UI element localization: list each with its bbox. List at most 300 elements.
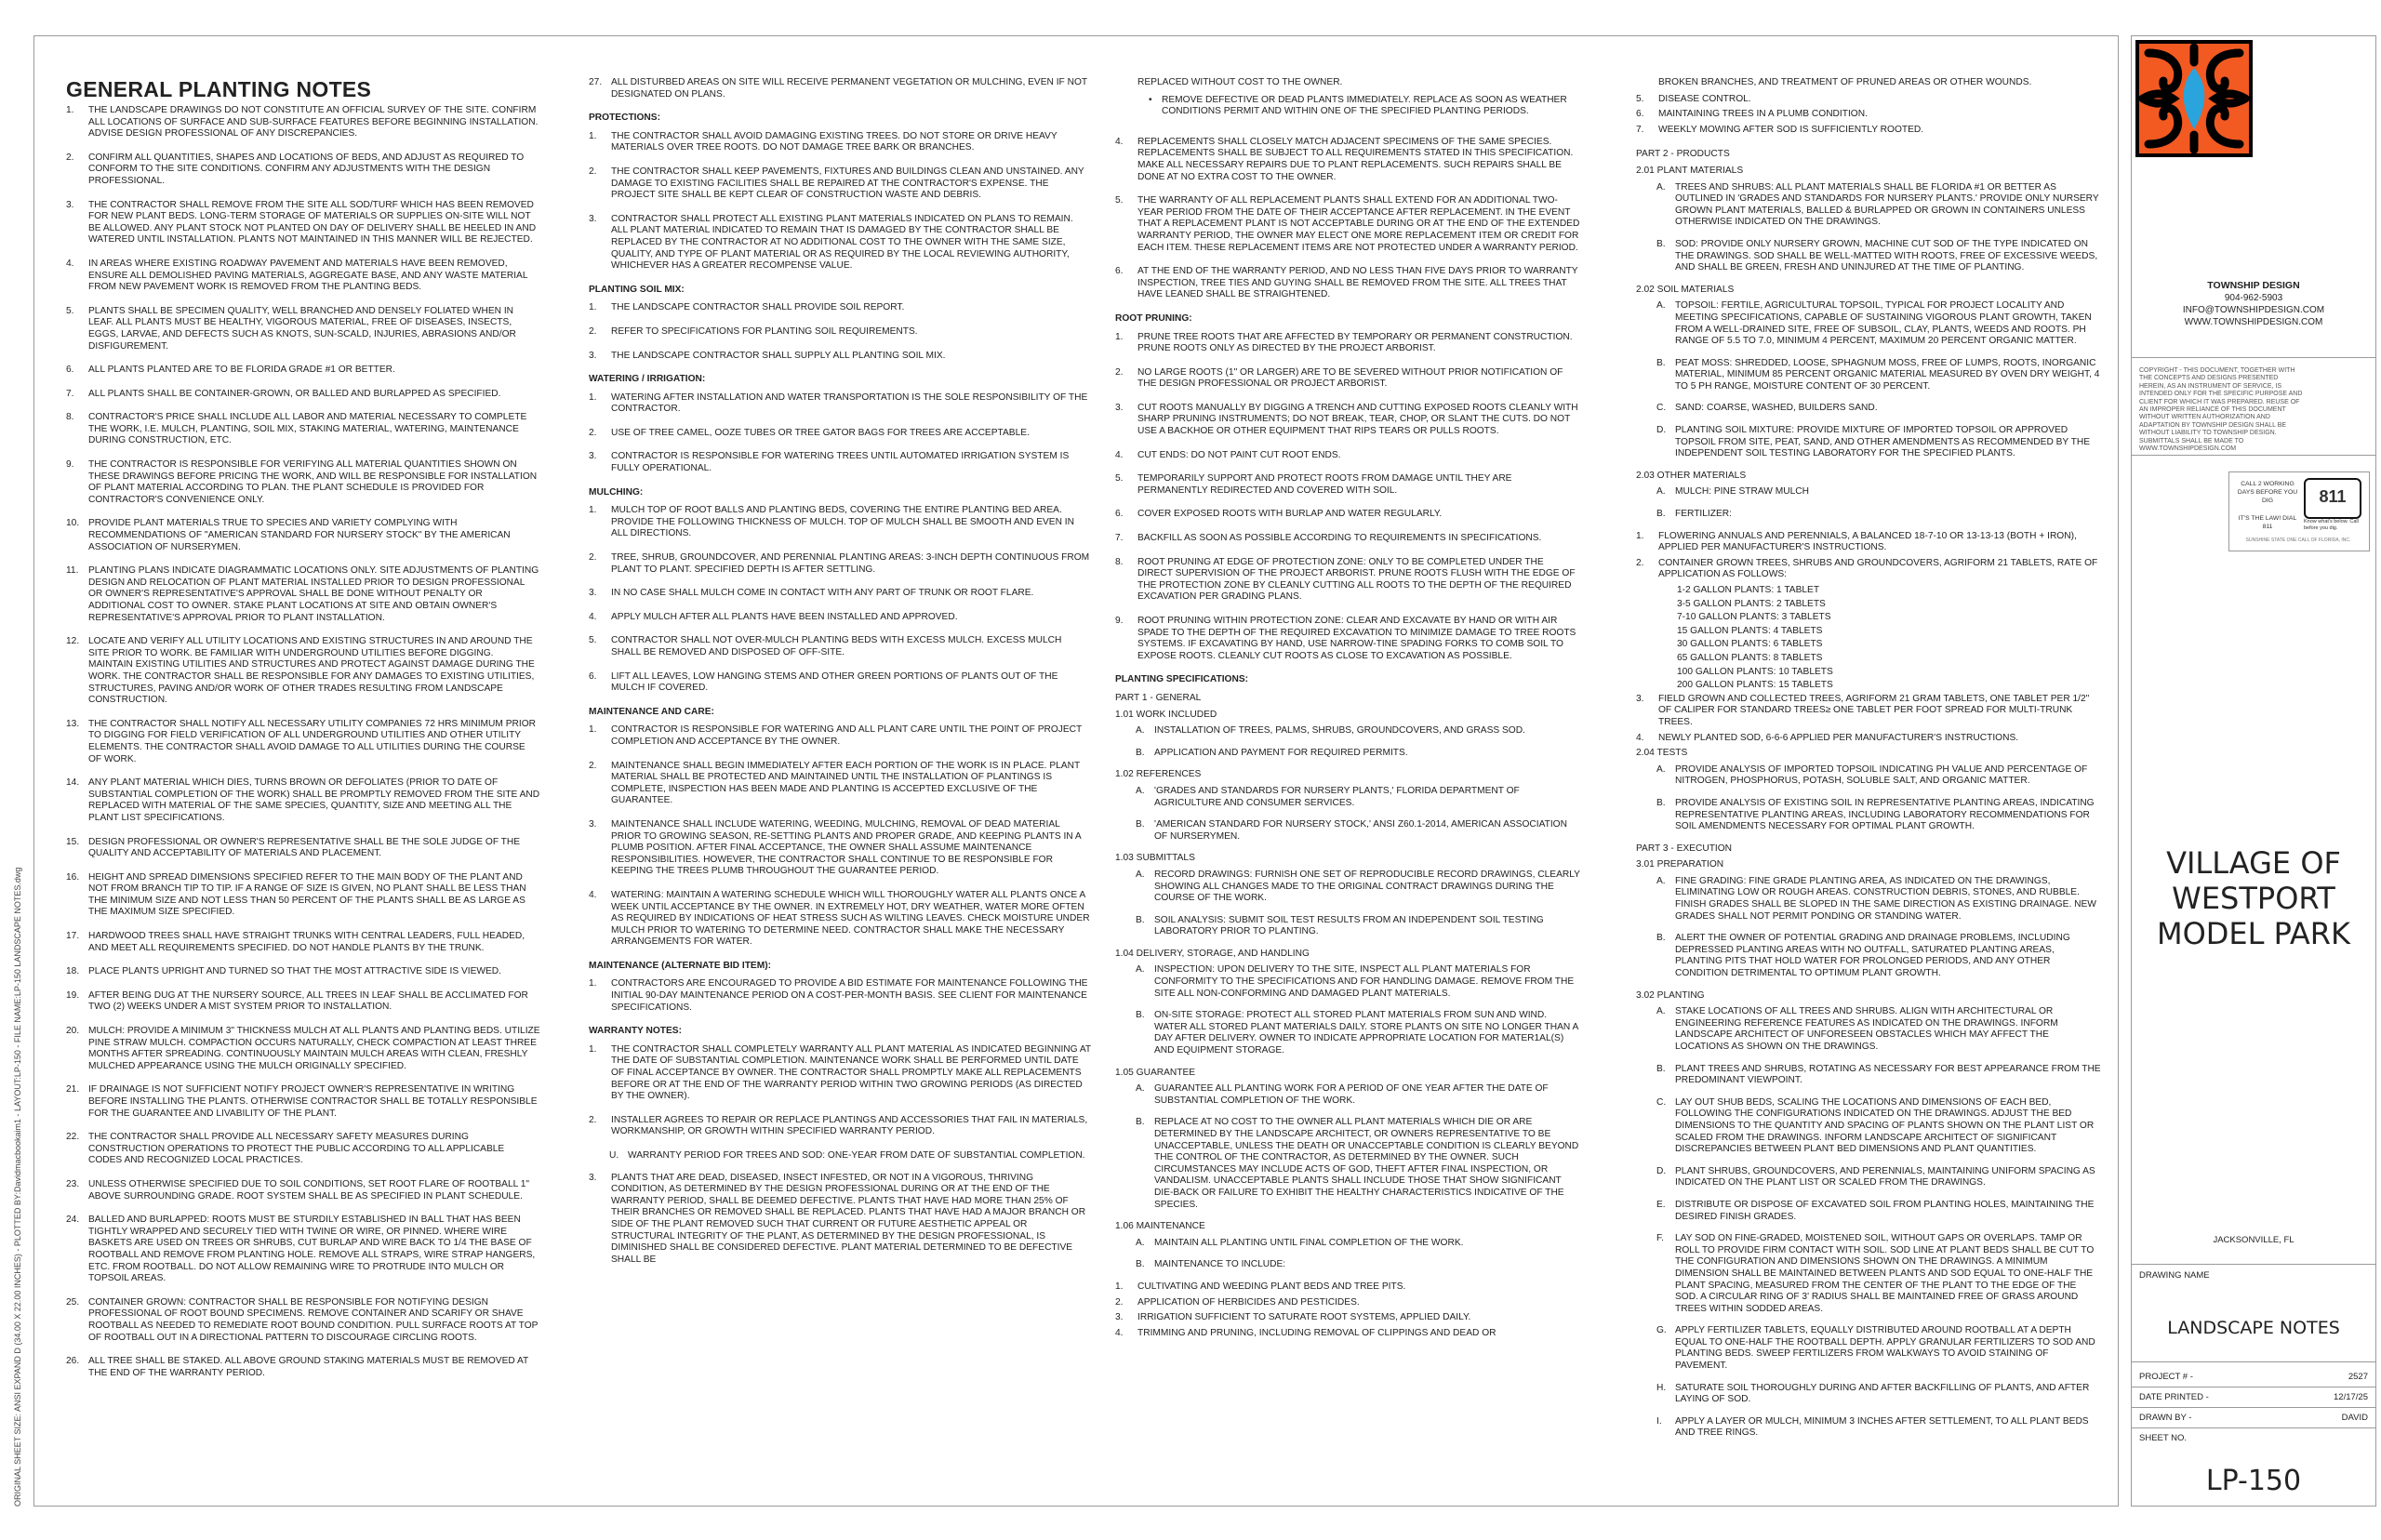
item-number: 6.	[1115, 509, 1124, 520]
item-number: E.	[1656, 1199, 1666, 1210]
item-text: CONTRACTOR SHALL PROTECT ALL EXISTING PLANT MATERIALS INDICATED ON PLANS TO REMAIN. ALL PLANT MATERIAL INDICATED TO REMAIN THAT IS DAMAGED BY THE CONTRACTOR SHALL BE REPLACED BY THE CONTRACTOR AT NO ADDITIONAL COST TO THE OWNER WITH THE SAME SIZE, QUALITY, AND TYPE OF PLANT MATERIAL OR AS REQUIRED BY THE LOCAL REVIEWING AUTHORITY, WHICHEVER HAS A GREATER RECOMPENSE VALUE.	[611, 213, 1073, 272]
item-number: 18.	[66, 966, 80, 977]
item-text: THE LANDSCAPE DRAWINGS DO NOT CONSTITUTE AN OFFICIAL SURVEY OF THE SITE. CONFIRM ALL LOCATIONS OF SURFACE AND SUB-SURFACE FEATURES BEFORE BEGINNING INSTALLATION. ADVISE DESIGN PROFESSIONAL OF ANY DISCREPANCIES.	[88, 105, 539, 139]
spec-item	[1115, 748, 1580, 760]
spec-heading: 1.03 SUBMITTALS	[1115, 853, 1195, 864]
item-number: B.	[1136, 747, 1145, 758]
divider	[2132, 1361, 2375, 1362]
item-number: 1.	[589, 130, 597, 141]
call-811-stamp	[2228, 471, 2370, 551]
item-number: 8.	[66, 412, 74, 423]
title-block	[2131, 35, 2376, 1507]
item-number: 4.	[589, 611, 597, 622]
spec-item	[1636, 558, 2101, 581]
spec-item	[1115, 1328, 1580, 1340]
item-text: GUARANTEE ALL PLANTING WORK FOR A PERIOD OF ONE YEAR AFTER THE DATE OF SUBSTANTIAL COMPLETION OF THE WORK.	[1154, 1083, 1549, 1106]
item-text: PLANTS THAT ARE DEAD, DISEASED, INSECT INFESTED, OR NOT IN A VIGOROUS, THRIVING CONDITION, AS DETERMINED BY THE DESIGN PROFESSIONAL DURING OR AT THE END OF THE WARRANTY PERIOD, SHALL BE DEEMED DEFECTIVE. PLANTS THAT HAVE HAD MORE THAN 25% OF THEIR BRANCHES OR REMOVED SHALL BE REPLACED. PLANTS THAT HAVE HAD A MAJOR BRANCH OR SIDE OF THE PLANT REMOVED SUCH THAT CURRENT OR FUTURE AESTHETIC APPEAL OR STRUCTURAL INTEGRITY OF THE PLANT, AS DETERMINED BY THE DESIGN PROFESSIONAL, IS DIMINISHED SHALL BE CONSIDERED DEFECTIVE. PLANT MATERIAL DETERMINED TO BE DEFECTIVE SHALL BE	[611, 1172, 1086, 1265]
spec-heading: 1.06 MAINTENANCE	[1115, 1221, 1205, 1232]
note-item	[66, 1297, 540, 1344]
item-number: 16.	[66, 871, 80, 883]
note-item	[589, 351, 1091, 363]
item-text: ALL DISTURBED AREAS ON SITE WILL RECEIVE PERMANENT VEGETATION OR MULCHING, EVEN IF NOT DESIGNATED ON PLANS.	[611, 77, 1087, 100]
item-text: WATERING: MAINTAIN A WATERING SCHEDULE WHICH WILL THOROUGHLY WATER ALL PLANTS ONCE A WEEK UNTIL ACCEPTANCE BY THE OWNER. IN EXTREMELY HOT, DRY WEATHER, WATER MORE OFTEN AS REQUIRED BY INDICATIONS OF HEAT STRESS SUCH AS WILTING LEAVES. CHECK MOISTURE UNDER MULCH PRIOR TO WATERING TO DETERMINE NEED. CONTRACTOR SHALL MAKE THE NECESSARY ARRANGEMENTS FOR WATER.	[611, 889, 1090, 948]
item-text: SOD: PROVIDE ONLY NURSERY GROWN, MACHINE CUT SOD OF THE TYPE INDICATED ON THE DRAWINGS. SOD SHALL BE WELL-MATTED WITH ROOTS, FREE OF EXCESSIVE WEEDS, AND SHALL BE GREEN, FRESH AND UNINJURED AT THE TIME OF PLANTING.	[1675, 238, 2098, 273]
spec-item	[1636, 694, 2101, 729]
item-number: 12.	[66, 636, 80, 647]
note-item	[66, 365, 540, 377]
project-number-row	[2139, 1372, 2368, 1382]
divider	[2132, 357, 2375, 358]
item-number: 4.	[1636, 732, 1644, 743]
item-number: 2.	[589, 760, 597, 771]
notes-frame	[33, 35, 2119, 1507]
spec-item	[1636, 358, 2101, 393]
item-number: D.	[1656, 1165, 1667, 1176]
rate-item: 100 GALLON PLANTS: 10 TABLETS	[1677, 666, 1833, 677]
spec-item	[1636, 300, 2101, 347]
item-text: CONTRACTOR IS RESPONSIBLE FOR WATERING AND ALL PLANT CARE UNTIL THE POINT OF PROJECT COMPLETION AND ACCEPTANCE BY THE OWNER.	[611, 724, 1083, 747]
item-text: THE CONTRACTOR SHALL REMOVE FROM THE SITE ALL SOD/TURF WHICH HAS BEEN REMOVED FOR NEW PLANT BEDS. LONG-TERM STORAGE OF MATERIALS OR SUPPLIES ON-SITE WILL NOT BE ALLOWED. ANY PLANT STOCK NOT PLANTED ON DAY OF DELIVERY SHALL BE HEELED IN AND WATERED UNTIL INSTALLATION. PLANTS NOT MAINTAINED IN THIS MANNER WILL BE REJECTED.	[88, 199, 537, 246]
item-text: THE LANDSCAPE CONTRACTOR SHALL PROVIDE SOIL REPORT.	[611, 302, 905, 313]
general-notes-list	[66, 105, 540, 1379]
spec-item	[1115, 964, 1580, 1000]
item-text: DISTRIBUTE OR DISPOSE OF EXCAVATED SOIL FROM PLANTING HOLES, MAINTAINING THE DESIRED FINISH GRADES.	[1675, 1199, 2095, 1222]
rate-item: 1-2 GALLON PLANTS: 1 TABLET	[1677, 585, 1820, 595]
item-number: B.	[1136, 819, 1145, 830]
spec-item	[1636, 764, 2101, 788]
section-heading: MAINTENANCE (ALTERNATE BID ITEM):	[589, 960, 771, 971]
continued-text: BROKEN BRANCHES, AND TREATMENT OF PRUNED AREAS OR OTHER WOUNDS.	[1658, 77, 2032, 87]
note-item	[589, 819, 1091, 878]
item-text: MULCH: PINE STRAW MULCH	[1675, 486, 1809, 498]
item-text: MAINTAINING TREES IN A PLUMB CONDITION.	[1658, 109, 1868, 120]
item-number: 6.	[1115, 266, 1124, 277]
sheet-number: LP-150	[2205, 1465, 2302, 1497]
item-text: RECORD DRAWINGS: FURNISH ONE SET OF REPRODUCIBLE RECORD DRAWINGS, CLEARLY SHOWING ALL CHANGES MADE TO THE ORIGINAL CONTRACT DRAWINGS DURING THE COURSE OF THE WORK.	[1154, 869, 1580, 904]
rate-item: 200 GALLON PLANTS: 15 TABLETS	[1677, 680, 1833, 691]
spec-item	[1636, 876, 2101, 923]
item-number: B.	[1656, 933, 1666, 944]
item-number: 2.	[589, 325, 597, 337]
item-number: B.	[1136, 1259, 1145, 1270]
spec-heading: 2.01 PLANT MATERIALS	[1636, 165, 1744, 176]
item-text: ALL TREE SHALL BE STAKED. ALL ABOVE GROUND STAKING MATERIALS MUST BE REMOVED AT THE END OF THE WARRANTY PERIOD.	[88, 1356, 529, 1378]
notes-column-4	[1636, 77, 2101, 1450]
item-number: 4.	[1115, 136, 1124, 147]
note-item	[1115, 195, 1580, 254]
item-text: CONTAINER GROWN TREES, SHRUBS AND GROUNDCOVERS, AGRIFORM 21 TABLETS, RATE OF APPLICATION AS FOLLOWS:	[1658, 557, 2098, 580]
spec-item	[1636, 933, 2101, 979]
item-number: 1.	[1636, 530, 1644, 541]
item-text: PROVIDE ANALYSIS OF IMPORTED TOPSOIL INDICATING PH VALUE AND PERCENTAGE OF NITROGEN, PHOSPHORUS, POTASH, SOLUBLE SALT, AND ORGANIC MATTER.	[1675, 763, 2088, 787]
bullet-item	[1115, 95, 1580, 118]
spec-item	[1636, 1233, 2101, 1315]
logo-graphic	[2135, 40, 2253, 157]
spec-item	[1636, 109, 2101, 121]
item-number: 4.	[66, 258, 74, 269]
note-item	[589, 214, 1091, 272]
note-item	[589, 302, 1091, 314]
rate-item: 15 GALLON PLANTS: 4 TABLETS	[1677, 625, 1823, 636]
drawing-name: LANDSCAPE NOTES	[2167, 1318, 2340, 1338]
item-text: INSTALLATION OF TREES, PALMS, SHRUBS, GROUNDCOVERS, AND GRASS SOD.	[1154, 725, 1525, 737]
item-number: 3.	[1636, 693, 1644, 704]
note-item	[1115, 616, 1580, 662]
spec-item	[1636, 798, 2101, 833]
item-number: 25.	[66, 1296, 80, 1308]
note-item	[66, 931, 540, 954]
note-item	[66, 872, 540, 919]
item-number: 11.	[66, 565, 79, 577]
item-text: PLANTING SOIL MIXTURE: PROVIDE MIXTURE OF IMPORTED TOPSOIL OR APPROVED TOPSOIL FROM SITE, PEAT, SAND, AND OTHER AMENDMENTS AS RECOMMENDED BY THE INDEPENDENT SOIL TESTING LABORATORY FOR THE SPECIFIED PLANTS.	[1675, 425, 2091, 459]
item-text: IN NO CASE SHALL MULCH COME IN CONTACT WITH ANY PART OF TRUNK OR ROOT FLARE.	[611, 588, 1034, 599]
note-item	[1115, 557, 1580, 604]
item-number: 23.	[66, 1178, 80, 1189]
item-number: 3.	[589, 213, 597, 224]
item-text: USE OF TREE CAMEL, OOZE TUBES OR TREE GATOR BAGS FOR TREES ARE ACCEPTABLE.	[611, 427, 1030, 438]
divider	[2132, 1407, 2375, 1408]
item-text: SATURATE SOIL THOROUGHLY DURING AND AFTER BACKFILLING OF PLANTS, AND AFTER LAYING OF SOD.	[1675, 1382, 2090, 1405]
note-item	[589, 612, 1091, 624]
item-number: 9.	[1115, 616, 1124, 626]
item-number: B.	[1656, 238, 1666, 249]
item-number: 15.	[66, 836, 80, 847]
item-number: 2.	[1115, 1296, 1124, 1308]
item-number: H.	[1656, 1382, 1667, 1393]
spec-heading: 3.02 PLANTING	[1636, 989, 1705, 1001]
note-item	[66, 105, 540, 140]
item-text: APPLY MULCH AFTER ALL PLANTS HAVE BEEN INSTALLED AND APPROVED.	[611, 611, 958, 622]
item-number: B.	[1656, 1063, 1666, 1074]
item-text: PLANTS SHALL BE SPECIMEN QUALITY, WELL BRANCHED AND DENSELY FOLIATED WHEN IN LEAF. ALL PLANTS MUST BE HEALTHY, VIGOROUS MATERIAL, FREE OF DISEASES, INSECTS, EGGS, LARVAE, AND DEFECTS SUCH AS KNOTS, SUN-SCALD, INJURIES, ABRASIONS AND/OR DISFIGUREMENT.	[88, 305, 516, 352]
item-text: WATERING AFTER INSTALLATION AND WATER TRANSPORTATION IS THE SOLE RESPONSIBILITY OF THE CONTRACTOR.	[611, 392, 1088, 415]
item-text: DESIGN PROFESSIONAL OR OWNER'S REPRESENTATIVE SHALL BE THE SOLE JUDGE OF THE QUALITY AND ACCEPTABILITY OF MATERIALS AND PLACEMENT.	[88, 836, 521, 859]
note-item	[66, 719, 540, 765]
note-item	[589, 1173, 1091, 1267]
item-number: 3.	[589, 1172, 597, 1183]
note-item	[589, 761, 1091, 807]
item-text: ROOT PRUNING WITHIN PROTECTION ZONE: CLEAR AND EXCAVATE BY HAND OR WITH AIR SPADE TO THE DEPTH OF THE REQUIRED EXCAVATION TO MINIMIZE DAMAGE TO TREE ROOTS SYSTEMS. IF EXCAVATING BY HAND, USE NARROW-TINE SPADING FORKS TO COMB SOIL TO EXPOSE ROOTS. CLEANLY CUT ROOTS AS CLOSE TO EXCAVATION AS POSSIBLE.	[1137, 616, 1576, 661]
item-text: CONTRACTORS ARE ENCOURAGED TO PROVIDE A BID ESTIMATE FOR MAINTENANCE FOLLOWING THE INITIAL 90-DAY MAINTENANCE PERIOD ON A COST-PER-MONTH BASIS. SEE CLIENT FOR MAINTENANCE SPECIFICATIONS.	[611, 978, 1088, 1013]
spec-item	[1115, 1281, 1580, 1294]
project-number-label: PROJECT # -	[2139, 1372, 2193, 1382]
item-text: 'AMERICAN STANDARD FOR NURSERY STOCK,' ANSI Z60.1-2014, AMERICAN ASSOCIATION OF NURSERYMEN.	[1154, 819, 1567, 842]
spec-heading: 2.02 SOIL MATERIALS	[1636, 284, 1735, 295]
firm-website: WWW.TOWNSHIPDESIGN.COM	[2184, 317, 2323, 327]
notes-column-3	[1115, 77, 1580, 1343]
firm-name: TOWNSHIP DESIGN	[2207, 280, 2300, 291]
spec-item	[1115, 1297, 1580, 1309]
item-number: 5.	[1636, 93, 1644, 104]
item-text: CONTRACTOR IS RESPONSIBLE FOR WATERING TREES UNTIL AUTOMATED IRRIGATION SYSTEM IS FULLY OPERATIONAL.	[611, 451, 1070, 474]
note-item	[1115, 509, 1580, 521]
spacer	[1636, 139, 2101, 149]
firm-email: INFO@TOWNSHIPDESIGN.COM	[2182, 305, 2325, 315]
note-item	[1115, 332, 1580, 355]
item-number: A.	[1656, 1006, 1666, 1017]
item-number: 2.	[1115, 366, 1124, 378]
item-number: 3.	[589, 818, 597, 830]
item-text: MAINTENANCE SHALL BEGIN IMMEDIATELY AFTER EACH PORTION OF THE WORK IS IN PLACE. PLANT MATERIAL SHALL BE PROTECTED AND MAINTAINED UNTIL THE INSTALLATION OF PLANTINGS IS COMPLETE, INSPECTION HAS BEEN MADE AND PLANTING IS ACCEPTED EXCLUSIVE OF THE GUARANTEE.	[611, 760, 1080, 806]
spec-heading: PART 2 - PRODUCTS	[1636, 149, 1730, 160]
note-item	[66, 837, 540, 860]
item-number: 13.	[66, 718, 80, 729]
spec-item	[1636, 1097, 2101, 1156]
item-number: 5.	[66, 305, 74, 316]
spec-item	[1636, 1325, 2101, 1372]
spec-item	[1115, 915, 1580, 938]
item-text: BALLED AND BURLAPPED: ROOTS MUST BE STURDILY ESTABLISHED IN BALL THAT HAS BEEN TIGHTLY WRAPPED AND SECURELY TIED WITH TWINE OR WIRE, OR PINNED. WHERE WIRE BASKETS ARE USED ON TREES OR SHRUBS, CUT BURLAP AND WIRE BACK TO 1/4 THE BASE OF ROOTBALL AND REMOVE FROM PLANTING HOLE. REMOVE ALL STRAPS, WIRE STRAP HANGERS, ETC. FROM ROOTBALL. DO NOT ALLOW REMAINING WIRE TO PROTRUDE INTO MULCH OR TOPSOIL AREAS.	[88, 1215, 536, 1284]
item-number: 19.	[66, 989, 80, 1001]
note-item	[589, 635, 1091, 658]
drawn-by-label: DRAWN BY -	[2139, 1413, 2192, 1423]
note-item	[66, 518, 540, 553]
spec-item	[1636, 531, 2101, 554]
item-text: TREES AND SHRUBS: ALL PLANT MATERIALS SHALL BE FLORIDA #1 OR BETTER AS OUTLINED IN 'GRADES AND STANDARDS FOR NURSERY PLANTS.' PROVIDE ONLY NURSERY GROWN PLANT MATERIALS, BALLED & BURLAPPED OR GROWN IN CONTAINERS UNLESS OTHERWISE INDICATED ON THE DRAWINGS.	[1675, 181, 2099, 228]
section-heading: PLANTING SOIL MIX:	[589, 284, 685, 295]
item-number: 1.	[1115, 331, 1124, 342]
note-item	[66, 990, 540, 1014]
note-item	[66, 412, 540, 447]
spec-heading: 3.01 PREPARATION	[1636, 859, 1724, 870]
spec-item	[1636, 1416, 2101, 1440]
note-item	[1115, 533, 1580, 545]
date-printed: 12/17/25	[2334, 1392, 2368, 1402]
item-text: HEIGHT AND SPREAD DIMENSIONS SPECIFIED REFER TO THE MAIN BODY OF THE PLANT AND NOT FROM BRANCH TIP TO TIP. IF A RANGE OF SIZE IS GIVEN, NO PLANT SHALL BE LESS THAN THE MINIMUM SIZE AND NOT LESS THAN 50 PERCENT OF THE PLANTS SHALL BE AS LARGE AS THE MAXIMUM SIZE SPECIFIED.	[88, 871, 526, 918]
note-item	[1115, 473, 1580, 497]
item-number: 8.	[1115, 556, 1124, 567]
item-text: PLANT SHRUBS, GROUNDCOVERS, AND PERENNIALS, MAINTAINING UNIFORM SPACING AS INDICATED ON THE PLANT LIST OR SCALED FROM THE DRAWINGS.	[1675, 1165, 2095, 1188]
item-number: A.	[1136, 964, 1145, 976]
township-design-logo	[2135, 40, 2253, 157]
spec-item	[1115, 1312, 1580, 1324]
note-item	[66, 153, 540, 188]
item-text: THE CONTRACTOR SHALL AVOID DAMAGING EXISTING TREES. DO NOT STORE OR DRIVE HEAVY MATERIALS OVER TREE ROOTS. DO NOT DAMAGE TREE BARK OR BRANCHES.	[611, 130, 1057, 153]
item-text: SAND: COARSE, WASHED, BUILDERS SAND.	[1675, 403, 1878, 414]
item-text: THE CONTRACTOR SHALL COMPLETELY WARRANTY ALL PLANT MATERIAL AS INDICATED BEGINNING AT THE DATE OF SUBSTANTIAL COMPLETION. MAINTENANCE WORK SHALL BE PERFORMED UNTIL DATE OF FINAL ACCEPTANCE BY OWNER. THE CONTRACTOR SHALL PROMPTLY MAKE ALL REPLACEMENTS BEFORE OR AT THE END OF THE WARRANTY PERIOD WITHIN TWO GROWING PERIODS (AS DIRECTED BY THE OWNER).	[611, 1043, 1091, 1102]
item-text: PLANTING PLANS INDICATE DIAGRAMMATIC LOCATIONS ONLY. SITE ADJUSTMENTS OF PLANTING DESIGN AND RELOCATION OF PLANT MATERIAL INSTALLED PRIOR TO DESIGN PROFESSIONAL OR OWNER'S REPRESENTATIVE'S APPROVAL SHALL BE DONE WITHOUT PENALTY OR ADDITIONAL COST TO OWNER. STAKE PLANT LOCATIONS AT SITE AND OBTAIN OWNER'S REPRESENTATIVE'S APPROVAL PRIOR TO PLANT INSTALLATION.	[88, 565, 539, 623]
item-number: 2.	[589, 427, 597, 438]
spec-heading: 2.04 TESTS	[1636, 748, 1688, 759]
spec-heading: 1.05 GUARANTEE	[1115, 1067, 1196, 1078]
item-number: B.	[1136, 1010, 1145, 1021]
item-text: LAY SOD ON FINE-GRADED, MOISTENED SOIL, WITHOUT GAPS OR OVERLAPS. TAMP OR ROLL TO PROVIDE FIRM CONTACT WITH SOIL. SOD LINE AT PLANT BEDS SHALL BE CUT TO THE CONFIGURATION AND DIMENSIONS SHOWN ON THE DRAWINGS. A MINIMUM DIMENSION SHALL BE MAINTAINED BETWEEN PLANTS AND SOD EQUAL TO ONE-HALF THE PLANT SPACING, MEASURED FROM THE CENTER OF THE PLANT TO THE EDGE OF THE SOD. A CIRCULAR RING OF 3' RADIUS SHALL BE MAINTAINED FREE OF GRASS AROUND TREES WITHIN SODDED AREAS.	[1675, 1233, 2095, 1314]
item-number: A.	[1656, 486, 1666, 498]
item-text: REMOVE DEFECTIVE OR DEAD PLANTS IMMEDIATELY. REPLACE AS SOON AS WEATHER CONDITIONS PERMIT AND WITHIN ONE OF THE SPECIFIED PLANTING PERIODS.	[1162, 94, 1567, 117]
item-text: INSPECTION: UPON DELIVERY TO THE SITE, INSPECT ALL PLANT MATERIALS FOR CONFORMITY TO THE SPECIFICATIONS AND FOR HANDLING DAMAGE. REMOVE FROM THE SITE ALL NON-CONFORMING AND DAMAGED PLANT MATERIALS.	[1154, 964, 1575, 999]
section-heading: MULCHING:	[589, 486, 644, 498]
item-number: 2.	[589, 166, 597, 177]
item-text: REPLACEMENTS SHALL CLOSELY MATCH ADJACENT SPECIMENS OF THE SAME SPECIES. REPLACEMENTS SHALL BE SUBJECT TO ALL REQUIREMENTS STATED IN THIS SPECIFICATION. MAKE ALL NECESSARY REPAIRS DUE TO PLANT REPLACEMENTS. SUCH REPAIRS SHALL BE DONE AT NO EXTRA COST TO THE OWNER.	[1137, 136, 1574, 182]
note-item	[66, 259, 540, 294]
drawn-by: DAVID	[2341, 1413, 2368, 1423]
item-text: IRRIGATION SUFFICIENT TO SATURATE ROOT SYSTEMS, APPLIED DAILY.	[1137, 1312, 1471, 1323]
section-heading: PROTECTIONS:	[589, 113, 660, 124]
rate-item: 30 GALLON PLANTS: 6 TABLETS	[1677, 639, 1823, 650]
note-item	[589, 588, 1091, 600]
rate-item: 7-10 GALLON PLANTS: 3 TABLETS	[1677, 612, 1831, 623]
item-text: LAY OUT SHUB BEDS, SCALING THE LOCATIONS AND DIMENSIONS OF EACH BED, FOLLOWING THE CONFIGURATIONS INDICATED ON THE DRAWINGS. ADJUST THE BED DIMENSIONS TO THE QUANTITY AND SPACING OF PLANTS SHOWN ON THE PLANT LIST OR SCALED FROM THE DRAWINGS. INFORM LANDSCAPE ARCHITECT OF SIGNIFICANT DISCREPANCIES BETWEEN PLANT BED DIMENSIONS AND PLANT QUANTITIES.	[1675, 1096, 2095, 1155]
item-text: REPLACE AT NO COST TO THE OWNER ALL PLANT MATERIALS WHICH DIE OR ARE DETERMINED BY THE LANDSCAPE ARCHITECT, OR OWNERS REPRESENTATIVE TO BE UNACCEPTABLE, UNLESS THE DEATH OR UNACCEPTABLE CONDITION IS CLEARLY BEYOND THE CONTROL OF THE CONTRACTOR, AS DETERMINED BY THE OWNER. SUCH CIRCUMSTANCES MAY INCLUDE ACTS OF GOD, THEFT AFTER FINAL INSPECTION, OR VANDALISM. UNACCEPTABLE PLANTS SHALL INCLUDE THOSE THAT SHOW SIGNIFICANT DIE-BACK OR FAILURE TO EXHIBIT THE HEALTHY CHARACTERISTICS INDICATIVE OF THE SPECIES.	[1154, 1117, 1579, 1210]
sheet-number-label: SHEET NO.	[2139, 1433, 2188, 1443]
note-item	[1115, 403, 1580, 438]
item-text: ON-SITE STORAGE: PROTECT ALL STORED PLANT MATERIALS FROM SUN AND WIND. WATER ALL STORED PLANT MATERIALS DAILY. STORE PLANTS ON SITE NO LONGER THAN A DAY AFTER DELIVERY. OWNER TO INDICATE APPROPRIATE LOCATION FOR MATER1AL(S) AND EQUIPMENT STORAGE.	[1154, 1010, 1578, 1056]
item-number: 26.	[66, 1356, 80, 1367]
item-text: THE CONTRACTOR IS RESPONSIBLE FOR VERIFYING ALL MATERIAL QUANTITIES SHOWN ON THESE DRAWINGS BEFORE PRICING THE WORK, AND WILL BE RESPONSIBLE FOR INSTALLATION OF PLANT MATERIAL ACCORDING TO PLAN. THE PLANT SCHEDULE IS PROVIDED FOR CONTRACTOR'S CONVENIENCE ONLY.	[88, 459, 538, 505]
item-text: APPLY A LAYER OR MULCH, MINIMUM 3 INCHES AFTER SETTLEMENT, TO ALL PLANT BEDS AND TREE RINGS.	[1675, 1415, 2089, 1439]
spec-item	[1636, 1383, 2101, 1406]
spec-item	[1636, 1166, 2101, 1189]
item-text: PEAT MOSS: SHREDDED, LOOSE, SPHAGNUM MOSS, FREE OF LUMPS, ROOTS, INORGANIC MATERIAL, MINIMUM 85 PERCENT ORGANIC MATERIAL MEASURED BY OVEN DRY WEIGHT, 4 TO 5 PH RANGE, MOISTURE CONTENT OF 30 PERCENT.	[1675, 357, 2100, 392]
spec-item	[1115, 870, 1580, 905]
note-item	[66, 1179, 540, 1202]
item-number: U.	[609, 1150, 619, 1161]
rate-item: 65 GALLON PLANTS: 8 TABLETS	[1677, 652, 1823, 663]
item-number: 3.	[66, 199, 74, 210]
item-text: COVER EXPOSED ROOTS WITH BURLAP AND WATER REGULARLY.	[1137, 509, 1443, 520]
note-item	[589, 166, 1091, 202]
item-number: 1.	[589, 302, 597, 313]
item-text: MULCH: PROVIDE A MINIMUM 3" THICKNESS MULCH AT ALL PLANTS AND PLANTING BEDS. UTILIZE PINE STRAW MULCH. COMPACTION OCCURS NATURALLY, CHECK COMPACTION AT LEAST THREE MONTHS AFTER SPREADING. CONTINUOUSLY MAINTAIN MULCH AREAS WITH CLEAN, FRESHLY MULCHED APPEARANCE USING THE MULCH ORIGINALLY SPECIFIED.	[88, 1026, 540, 1071]
item-text: PROVIDE ANALYSIS OF EXISTING SOIL IN REPRESENTATIVE PLANTING AREAS, INDICATING REPRESENTATIVE PLANTING AREAS, INCLUDING LABORATORY RECOMMENDATIONS FOR SOIL AMENDMENTS NECESSARY FOR OPTIMAL PLANT GROWTH.	[1675, 797, 2095, 832]
item-number: B.	[1136, 914, 1145, 925]
project-number: 2527	[2348, 1372, 2368, 1382]
item-text: STAKE LOCATIONS OF ALL TREES AND SHRUBS. ALIGN WITH ARCHITECTURAL OR ENGINEERING REFERENCE FEATURES AS INDICATED ON THE DRAWINGS. INFORM LANDSCAPE ARCHITECT OF UNFORESEEN OBSTACLES WHICH MAY AFFECT THE LOCATIONS AS SHOWN ON THE DRAWINGS.	[1675, 1006, 2058, 1052]
item-number: 1.	[589, 978, 597, 989]
spec-item	[1115, 1238, 1580, 1250]
item-number: 22.	[66, 1132, 80, 1143]
item-number: A.	[1656, 300, 1666, 312]
note-item	[589, 505, 1091, 540]
item-text: BACKFILL AS SOON AS POSSIBLE ACCORDING TO REQUIREMENTS IN SPECIFICATIONS.	[1137, 533, 1542, 544]
item-number: B.	[1136, 1117, 1145, 1128]
project-name: VILLAGE OF WESTPORT MODEL PARK	[2156, 845, 2350, 951]
item-number: 2.	[66, 152, 74, 163]
drawn-by-row	[2139, 1413, 2368, 1423]
item-text: WARRANTY PERIOD FOR TREES AND SOD: ONE-YEAR FROM DATE OF SUBSTANTIAL COMPLETION.	[628, 1150, 1085, 1161]
note-item	[589, 326, 1091, 339]
note-item	[589, 671, 1091, 695]
item-text: ANY PLANT MATERIAL WHICH DIES, TURNS BROWN OR DEFOLIATES (PRIOR TO DATE OF SUBSTANTIAL COMPLETION OF THE WORK) SHALL BE PROMPTLY REMOVED FROM THE SITE AND REPLACED WITH MATERIAL OF THE SAME SPECIES, QUANTITY, SIZE AND MEETING ALL THE PLANT LIST SPECIFICATIONS.	[88, 777, 540, 823]
item-text: THE WARRANTY OF ALL REPLACEMENT PLANTS SHALL EXTEND FOR AN ADDITIONAL TWO-YEAR PERIOD FROM THE DATE OF THEIR ACCEPTANCE AFTER REPLACEMENT. IN THE EVENT THAT A REPLACEMENT PLANT IS NOT ACCEPTABLE DURING OR AT THE END OF THE EXTENDED WARRANTY PERIOD, THE OWNER MAY ELECT ONE MORE REPLACEMENT ITEM OR CREDIT FOR EACH ITEM. THESE REPLACEMENT ITEMS ARE NOT PROTECTED UNDER A WARRANTY PERIOD.	[1137, 195, 1580, 253]
spec-item	[1636, 125, 2101, 137]
note-item	[66, 1215, 540, 1285]
page-title: GENERAL PLANTING NOTES	[66, 77, 372, 101]
item-text: PLANT TREES AND SHRUBS, ROTATING AS NECESSARY FOR BEST APPEARANCE FROM THE PREDOMINANT VIEWPOINT.	[1675, 1063, 2101, 1086]
spec-heading: 1.01 WORK INCLUDED	[1115, 709, 1217, 720]
item-text: MULCH TOP OF ROOT BALLS AND PLANTING BEDS, COVERING THE ENTIRE PLANTING BED AREA. PROVIDE THE FOLLOWING THICKNESS OF MULCH. TOP OF MULCH SHALL BE SMOOTH AND EVEN IN ALL DIRECTIONS.	[611, 505, 1074, 539]
item-text: MAINTAIN ALL PLANTING UNTIL FINAL COMPLETION OF THE WORK.	[1154, 1237, 1464, 1248]
spec-heading: 2.03 OTHER MATERIALS	[1636, 470, 1747, 481]
note-item	[66, 389, 540, 401]
item-text: AFTER BEING DUG AT THE NURSERY SOURCE, ALL TREES IN LEAF SHALL BE ACCLIMATED FOR TWO (2) WEEKS UNDER A MIST SYSTEM PRIOR TO INSTALLATION.	[88, 989, 528, 1013]
spec-item	[1636, 239, 2101, 274]
continued-text: REPLACED WITHOUT COST TO THE OWNER.	[1137, 77, 1343, 87]
item-number: 20.	[66, 1026, 80, 1037]
note-item	[589, 392, 1091, 416]
spec-item	[1636, 94, 2101, 106]
call-811-sub: Know what's below. Call before you dig.	[2304, 519, 2359, 531]
item-text: PLACE PLANTS UPRIGHT AND TURNED SO THAT THE MOST ATTRACTIVE SIDE IS VIEWED.	[88, 966, 501, 977]
item-number: B.	[1656, 797, 1666, 808]
plot-info-text: ORIGINAL SHEET SIZE: ANSI EXPAND D (34.00 X 22.00 INCHES) - PLOTTED BY:Davidmacbookaim1 - LAYOUT:LP-150 - FILE NAME:LP-150 LANDSCAPE NOTES.dwg	[13, 867, 22, 1507]
spec-item	[1636, 1006, 2101, 1053]
item-text: LIFT ALL LEAVES, LOW HANGING STEMS AND OTHER GREEN PORTIONS OF PLANTS OUT OF THE MULCH IF COVERED.	[611, 670, 1058, 694]
section-heading: WARRANTY NOTES:	[589, 1026, 682, 1037]
spec-heading: 1.04 DELIVERY, STORAGE, AND HANDLING	[1115, 948, 1310, 959]
item-number: 2.	[589, 552, 597, 564]
spec-item	[1115, 1117, 1580, 1211]
item-number: 27.	[589, 77, 603, 87]
note-item	[589, 1150, 1091, 1162]
firm-phone: 904-962-5903	[2224, 293, 2283, 303]
spec-heading: PART 1 - GENERAL	[1115, 692, 1202, 703]
item-number: 1.	[589, 505, 597, 516]
item-text: CULTIVATING AND WEEDING PLANT BEDS AND TREE PITS.	[1137, 1281, 1406, 1292]
item-text: AT THE END OF THE WARRANTY PERIOD, AND NO LESS THAN FIVE DAYS PRIOR TO WARRANTY INSPECTION, TREE TIES AND GUYING SHALL BE REMOVED FROM THE SITE. ALL TREES THAT HAVE LEANED SHALL BE STRAIGHTENED.	[1137, 266, 1578, 300]
date-label: DATE PRINTED -	[2139, 1392, 2209, 1402]
note-item	[589, 131, 1091, 154]
section-heading: ROOT PRUNING:	[1115, 312, 1192, 324]
item-text: IN AREAS WHERE EXISTING ROADWAY PAVEMENT AND MATERIALS HAVE BEEN REMOVED, ENSURE ALL DEMOLISHED PAVING MATERIALS, AGGREGATE BASE, AND ANY WASTE MATERIAL FROM NEW PAVEMENT WORK IS REMOVED FROM THE PLANTING BEDS.	[88, 258, 528, 293]
item-text: REFER TO SPECIFICATIONS FOR PLANTING SOIL REQUIREMENTS.	[611, 325, 918, 337]
item-number: 3.	[589, 588, 597, 599]
spec-heading: 1.02 REFERENCES	[1115, 769, 1202, 780]
item-text: SOIL ANALYSIS: SUBMIT SOIL TEST RESULTS FROM AN INDEPENDENT SOIL TESTING LABORATORY PRIOR TO PLANTING.	[1154, 914, 1544, 937]
item-number: A.	[1136, 1083, 1145, 1095]
item-number: 7.	[1115, 533, 1124, 544]
item-text: CONTAINER GROWN: CONTRACTOR SHALL BE RESPONSIBLE FOR NOTIFYING DESIGN PROFESSIONAL OF ROOT BOUND SPECIMENS. REMOVE CONTAINER AND SCARIFY OR SHAVE ROOTBALL AS NEEDED TO REMEDIATE ROOT BOUND CONDITION. PULL SURFACE ROOTS AT TOP OF ROOTBALL OUT IN A DIRECTIONAL PATTERN TO DISCOURAGE CIRCLING ROOTS.	[88, 1296, 539, 1343]
item-number: B.	[1656, 509, 1666, 520]
item-number: 24.	[66, 1215, 80, 1226]
item-number: 4.	[1115, 1327, 1124, 1338]
rate-item: 3-5 GALLON PLANTS: 2 TABLETS	[1677, 598, 1826, 609]
spec-item	[1115, 1259, 1580, 1271]
spec-item	[1636, 182, 2101, 229]
item-number: F.	[1656, 1233, 1664, 1244]
spec-item	[1636, 1064, 2101, 1087]
note-item	[589, 1044, 1091, 1103]
note-item	[1115, 266, 1580, 301]
item-number: A.	[1656, 875, 1666, 886]
item-number: A.	[1136, 869, 1145, 880]
item-number: 1.	[589, 724, 597, 736]
item-text: UNLESS OTHERWISE SPECIFIED DUE TO SOIL CONDITIONS, SET ROOT FLARE OF ROOTBALL 1" ABOVE SURROUNDING GRADE. ROOT SYSTEM SHALL BE AS SPECIFIED IN PLANT SCHEDULE.	[88, 1178, 530, 1201]
section-heading: MAINTENANCE AND CARE:	[589, 706, 714, 717]
note-item	[66, 200, 540, 246]
item-text: APPLICATION OF HERBICIDES AND PESTICIDES.	[1137, 1296, 1360, 1308]
item-number: A.	[1136, 725, 1145, 737]
item-text: MAINTENANCE TO INCLUDE:	[1154, 1259, 1286, 1270]
copyright-notice: COPYRIGHT - THIS DOCUMENT, TOGETHER WITH THE CONCEPTS AND DESIGNS PRESENTED HEREIN, AS AN INSTRUMENT OF SERVICE, IS INTENDED ONLY FOR THE SPECIFIC PURPOSE AND CLIENT FOR WHICH IT WAS PREPARED. REUSE OF AN IMPROPER RELIANCE OF THIS DOCUMENT WITHOUT WRITTEN AUTHORIZATION AND ADAPTATION BY TOWNSHIP DESIGN SHALL BE WITHOUT LIABILITY TO TOWNSHIP DESIGN. SUBMITTALS SHALL BE MADE TO WWW.TOWNSHIPDESIGN.COM	[2139, 367, 2303, 453]
item-number: 1.	[1115, 1281, 1124, 1292]
item-number: 10.	[66, 518, 80, 529]
item-number: 5.	[1115, 195, 1124, 206]
item-text: THE CONTRACTOR SHALL KEEP PAVEMENTS, FIXTURES AND BUILDINGS CLEAN AND UNSTAINED. ANY DAMAGE TO EXISTING FACILITIES SHALL BE REPAIRED AT THE CONTRACTOR'S EXPENSE. THE PROJECT SITE SHALL BE KEPT CLEAR OF CONSTRUCTION WASTE AND DEBRIS.	[611, 166, 1084, 201]
notes-column-1	[66, 77, 540, 1391]
item-text: TRIMMING AND PRUNING, INCLUDING REMOVAL OF CLIPPINGS AND DEAD OR	[1137, 1327, 1496, 1338]
item-number: 21.	[66, 1084, 80, 1095]
item-number: 6.	[66, 365, 74, 376]
item-number: 1.	[589, 392, 597, 403]
item-text: HARDWOOD TREES SHALL HAVE STRAIGHT TRUNKS WITH CENTRAL LEADERS, FULL HEADED, AND MEET ALL REQUIREMENTS SPECIFIED. DO NOT HANDLE PLANTS BY THE TRUNK.	[88, 931, 525, 953]
item-text: IF DRAINAGE IS NOT SUFFICIENT NOTIFY PROJECT OWNER'S REPRESENTATIVE IN WRITING BEFORE INSTALLING THE PLANTS. OTHERWISE CONTRACTOR SHALL BE TOTALLY RESPONSIBLE FOR THE GUARANTEE AND LIVABILITY OF THE PLANT.	[88, 1084, 538, 1119]
item-text: FINE GRADING: FINE GRADE PLANTING AREA, AS INDICATED ON THE DRAWINGS, ELIMINATING LOW OR ROUGH AREAS. CONSTRUCTION DEBRIS, STONES, AND RUBBLE. FINISH GRADES SHALL BE SLOPED IN THE SAME DIRECTION AS EXISTING DRAINAGE. NEW GRADES SHALL NOT PERMIT PONDING OR STANDING WATER.	[1675, 875, 2096, 922]
item-number: 5.	[589, 635, 597, 646]
item-number: 17.	[66, 931, 80, 942]
spec-item	[1636, 486, 2101, 498]
section-heading: WATERING / IRRIGATION:	[589, 374, 706, 385]
